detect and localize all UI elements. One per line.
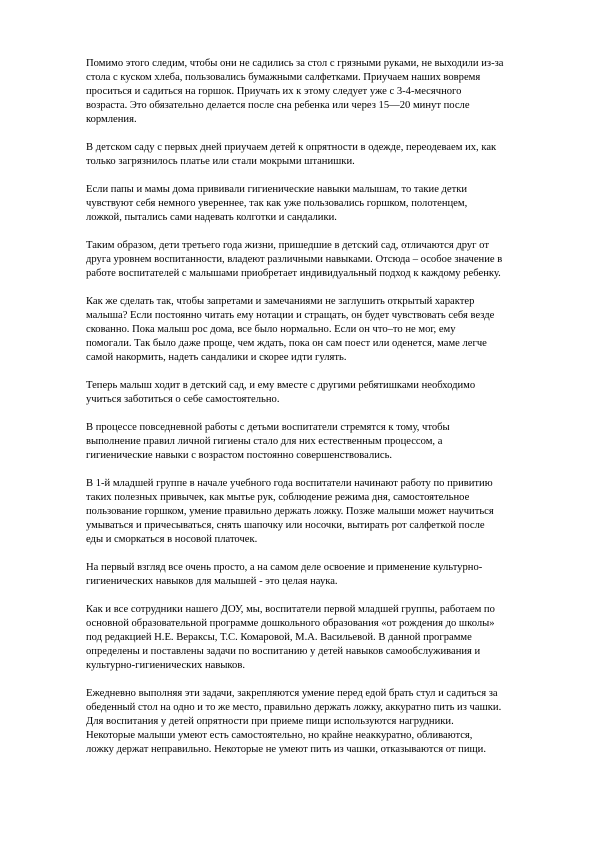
text-line: проситься и садиться на горшок. Приучать их к этому следует уже с 3-4-месячного <box>86 86 462 97</box>
paragraph <box>86 183 550 225</box>
text-line: определены и поставлены задачи по воспитанию у детей навыков самообслуживания и <box>86 646 481 657</box>
document-body <box>86 57 550 757</box>
text-line: ложку держат неправильно. Некоторые не умеют пить из чашки, отказываются от пищи. <box>86 744 486 755</box>
text-line: еды и сморкаться в носовой платочек. <box>86 534 258 545</box>
text-line: самой накормить, надеть сандалики и скорее идти гулять. <box>86 352 347 363</box>
text-line: Таким образом, дети третьего года жизни, пришедшие в детский сад, отличаются друг от <box>86 240 489 251</box>
text-line: Для воспитания у детей опрятности при приеме пищи используются нагрудники. <box>86 716 454 727</box>
text-line: На первый взгляд все очень просто, а на самом деле освоение и применение культурно- <box>86 562 483 573</box>
text-line: учиться заботиться о себе самостоятельно. <box>86 394 280 405</box>
paragraph <box>86 561 550 589</box>
text-line: малыша? Если постоянно читать ему нотации и стращать, он будет чувствовать себя везде <box>86 310 495 321</box>
text-line: обеденный стол на одно и то же место, правильно держать ложку, аккуратно пить из чашки. <box>86 702 502 713</box>
text-line: пользование горшком, умение правильно держать ложку. Позже малыши может научиться <box>86 506 494 517</box>
paragraph <box>86 603 550 673</box>
paragraph <box>86 57 550 127</box>
paragraph <box>86 421 550 463</box>
text-line: возраста. Это обязательно делается после сна ребенка или через 15—20 минут после <box>86 100 470 111</box>
paragraph <box>86 477 550 547</box>
text-line: кормления. <box>86 114 137 125</box>
text-line: культурно-гигиенических навыков. <box>86 660 245 671</box>
text-line: Ежедневно выполняя эти задачи, закрепляются умение перед едой брать стул и садиться за <box>86 688 498 699</box>
text-line: таких полезных привычек, как мытье рук, соблюдение режима дня, самостоятельное <box>86 492 470 503</box>
text-line: умываться и причесываться, снять шапочку или носочки, вытирать рот салфеткой после <box>86 520 485 531</box>
text-line: Теперь малыш ходит в детский сад, и ему вместе с другими ребятишками необходимо <box>86 380 476 391</box>
text-line: Как и все сотрудники нашего ДОУ, мы, воспитатели первой младшей группы, работаем по <box>86 604 495 615</box>
text-line: В детском саду с первых дней приучаем детей к опрятности в одежде, переодеваем их, как <box>86 142 497 153</box>
text-line: стола с куском хлеба, пользовались бумажными салфетками. Приучаем наших вовремя <box>86 72 481 83</box>
text-line: В процессе повседневной работы с детьми воспитатели стремятся к тому, чтобы <box>86 422 450 433</box>
text-line: чувствуют себя немного увереннее, так как уже пользовались горшком, полотенцем, <box>86 198 468 209</box>
text-line: гигиенических навыков для малышей - это целая наука. <box>86 576 338 587</box>
paragraph <box>86 379 550 407</box>
text-line: выполнение правил личной гигиены стало для них естественным процессом, а <box>86 436 443 447</box>
text-line: Как же сделать так, чтобы запретами и замечаниями не заглушить открытый характер <box>86 296 475 307</box>
text-line: гигиенические навыки с возрастом постоянно совершенствовались. <box>86 450 393 461</box>
text-line: помогали. Так было даже проще, чем ждать, пока он сам поест или оденется, маме легче <box>86 338 487 349</box>
text-line: работе воспитателей с малышами приобретает индивидуальный подход к каждому ребенку. <box>86 268 501 279</box>
text-line: Помимо этого следим, чтобы они не садились за стол с грязными руками, не выходили из-за <box>86 58 504 69</box>
text-line: Если папы и мамы дома прививали гигиенические навыки малышам, то такие детки <box>86 184 468 195</box>
text-line: основной образовательной программе дошкольного образования «от рождения до школы» <box>86 618 495 629</box>
text-line: В 1-й младшей группе в начале учебного года воспитатели начинают работу по привитию <box>86 478 493 489</box>
paragraph <box>86 141 550 169</box>
text-line: Некоторые малыши умеют есть самостоятельно, но крайне неаккуратно, обливаются, <box>86 730 473 741</box>
paragraph <box>86 239 550 281</box>
text-line: скованно. Пока малыш рос дома, все было нормально. Если он что–то не мог, ему <box>86 324 456 335</box>
text-line: под редакцией Н.Е. Вераксы, Т.С. Комаровой, М.А. Васильевой. В данной программе <box>86 632 472 643</box>
text-line: друга уровнем воспитанности, владеют различными навыками. Отсюда – особое значение в <box>86 254 503 265</box>
paragraph <box>86 295 550 365</box>
text-line: только загрязнилось платье или стали мокрыми штанишки. <box>86 156 355 167</box>
paragraph <box>86 687 550 757</box>
text-line: ложкой, пытались сами надевать колготки и сандалики. <box>86 212 337 223</box>
